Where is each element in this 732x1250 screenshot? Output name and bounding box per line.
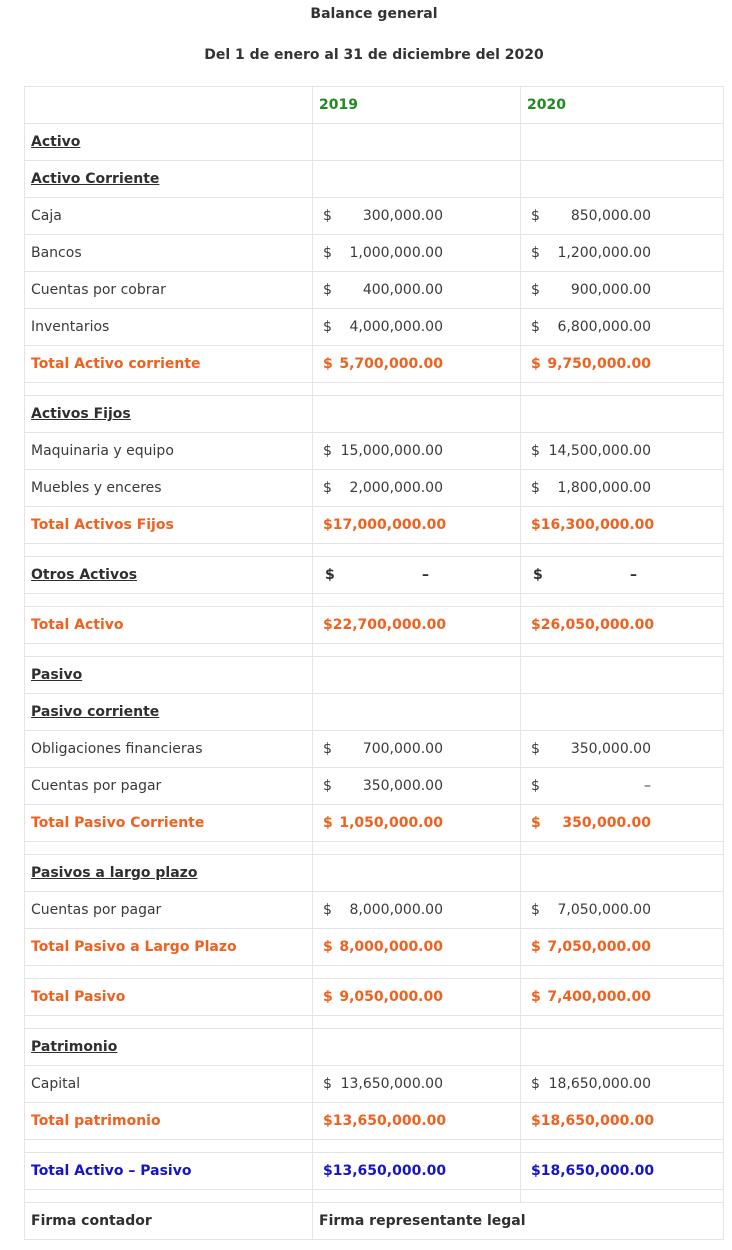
money-cell: $ 16,300,000.00 — [531, 517, 655, 533]
year-2020-header: 2020 — [521, 87, 724, 124]
value-2019: 300,000.00 — [362, 208, 443, 224]
table-row — [25, 433, 724, 470]
value-2020: – — [630, 567, 637, 583]
row-label: Total patrimonio — [25, 1103, 313, 1140]
total-row — [25, 1103, 724, 1140]
money-cell: $ 9,050,000.00 — [323, 989, 443, 1005]
row-label: Total Activo – Pasivo — [25, 1153, 313, 1190]
money-cell: $ 300,000.00 — [323, 208, 443, 224]
value-2019: 5,700,000.00 — [339, 356, 443, 372]
section-pasivo: Pasivo — [25, 657, 313, 694]
value-2020: 350,000.00 — [562, 815, 651, 831]
signature-row — [25, 1203, 724, 1240]
signature-representante: Firma representante legal — [313, 1203, 724, 1240]
value-2019: 13,650,000.00 — [332, 1163, 447, 1179]
page-title: Balance general — [310, 6, 438, 22]
section-activos-fijos: Activos Fijos — [25, 396, 313, 433]
spacer-row — [25, 644, 724, 657]
value-2019: 400,000.00 — [362, 282, 443, 298]
value-2019: 350,000.00 — [362, 778, 443, 794]
money-cell: $ 13,650,000.00 — [323, 1113, 447, 1129]
final-total-row — [25, 1153, 724, 1190]
value-2020: 900,000.00 — [570, 282, 651, 298]
table-row — [25, 892, 724, 929]
value-2019: 13,650,000.00 — [340, 1076, 443, 1092]
money-cell: $ 13,650,000.00 — [323, 1076, 443, 1092]
money-cell: $ – — [325, 567, 429, 583]
money-cell: $ 2,000,000.00 — [323, 480, 443, 496]
spacer-row — [25, 842, 724, 855]
value-2019: 8,000,000.00 — [339, 939, 443, 955]
money-cell: $ 8,000,000.00 — [323, 902, 443, 918]
section-row — [25, 694, 724, 731]
table-row — [25, 731, 724, 768]
section-otros-activos: Otros Activos — [25, 557, 313, 594]
value-2020: 1,800,000.00 — [557, 480, 651, 496]
money-cell: $ 900,000.00 — [531, 282, 651, 298]
money-cell: $ – — [533, 567, 637, 583]
money-cell: $ 18,650,000.00 — [531, 1076, 651, 1092]
section-patrimonio: Patrimonio — [25, 1029, 313, 1066]
section-row — [25, 657, 724, 694]
row-label: Bancos — [25, 235, 313, 272]
value-2020: 7,400,000.00 — [547, 989, 651, 1005]
balance-table — [24, 86, 724, 1240]
money-cell: $ 15,000,000.00 — [323, 443, 443, 459]
value-2019: 4,000,000.00 — [349, 319, 443, 335]
money-cell: $ 850,000.00 — [531, 208, 651, 224]
money-cell: $ 350,000.00 — [323, 778, 443, 794]
value-2019: 1,050,000.00 — [339, 815, 443, 831]
table-row — [25, 768, 724, 805]
value-2020: 18,650,000.00 — [540, 1163, 655, 1179]
total-row — [25, 507, 724, 544]
row-label: Total Pasivo Corriente — [25, 805, 313, 842]
section-row — [25, 1029, 724, 1066]
money-cell: $ 5,700,000.00 — [323, 356, 443, 372]
row-label: Inventarios — [25, 309, 313, 346]
value-2020: 7,050,000.00 — [557, 902, 651, 918]
money-cell: $ 9,750,000.00 — [531, 356, 651, 372]
row-label: Total Activo — [25, 607, 313, 644]
value-2019: 2,000,000.00 — [349, 480, 443, 496]
value-2020: 1,200,000.00 — [557, 245, 651, 261]
money-cell: $ 400,000.00 — [323, 282, 443, 298]
row-label: Total Activo corriente — [25, 346, 313, 383]
value-2020: – — [644, 778, 651, 794]
section-pasivo-corriente: Pasivo corriente — [25, 694, 313, 731]
value-2019: – — [422, 567, 429, 583]
money-cell: $ 700,000.00 — [323, 741, 443, 757]
section-activo: Activo — [25, 124, 313, 161]
value-2020: 18,650,000.00 — [540, 1113, 655, 1129]
money-cell: $ 17,000,000.00 — [323, 517, 447, 533]
money-cell: $ – — [531, 778, 651, 794]
section-row — [25, 557, 724, 594]
value-2019: 15,000,000.00 — [340, 443, 443, 459]
value-2019: 700,000.00 — [362, 741, 443, 757]
spacer-row — [25, 383, 724, 396]
value-2019: 1,000,000.00 — [349, 245, 443, 261]
table-row — [25, 470, 724, 507]
row-label: Total Activos Fijos — [25, 507, 313, 544]
section-row — [25, 124, 724, 161]
section-row — [25, 396, 724, 433]
money-cell: $ 350,000.00 — [531, 741, 651, 757]
table-row — [25, 309, 724, 346]
signature-contador: Firma contador — [25, 1203, 313, 1240]
row-label: Total Pasivo — [25, 979, 313, 1016]
money-cell: $ 1,050,000.00 — [323, 815, 443, 831]
money-cell: $ 7,400,000.00 — [531, 989, 651, 1005]
money-cell: $ 13,650,000.00 — [323, 1163, 447, 1179]
page-subtitle: Del 1 de enero al 31 de diciembre del 2020 — [204, 47, 544, 63]
spacer-row — [25, 966, 724, 979]
row-label: Muebles y enceres — [25, 470, 313, 507]
value-2020: 14,500,000.00 — [548, 443, 651, 459]
money-cell: $ 4,000,000.00 — [323, 319, 443, 335]
section-activo-corriente: Activo Corriente — [25, 161, 313, 198]
table-row — [25, 198, 724, 235]
year-2019-header: 2019 — [313, 87, 521, 124]
money-cell: $ 14,500,000.00 — [531, 443, 651, 459]
spacer-row — [25, 1190, 724, 1203]
value-2019: 13,650,000.00 — [332, 1113, 447, 1129]
row-label: Obligaciones financieras — [25, 731, 313, 768]
value-2020: 18,650,000.00 — [548, 1076, 651, 1092]
total-row — [25, 346, 724, 383]
money-cell: $ 22,700,000.00 — [323, 617, 447, 633]
money-cell: $ 1,800,000.00 — [531, 480, 651, 496]
total-row — [25, 607, 724, 644]
row-label: Caja — [25, 198, 313, 235]
money-cell: $ 6,800,000.00 — [531, 319, 651, 335]
section-row — [25, 161, 724, 198]
row-label: Cuentas por cobrar — [25, 272, 313, 309]
value-2019: 8,000,000.00 — [349, 902, 443, 918]
row-label: Maquinaria y equipo — [25, 433, 313, 470]
spacer-row — [25, 1140, 724, 1153]
spacer-row — [25, 1016, 724, 1029]
money-cell: $ 18,650,000.00 — [531, 1113, 655, 1129]
money-cell: $ 26,050,000.00 — [531, 617, 655, 633]
total-row — [25, 929, 724, 966]
value-2019: 17,000,000.00 — [332, 517, 447, 533]
total-row — [25, 805, 724, 842]
value-2019: 9,050,000.00 — [339, 989, 443, 1005]
spacer-row — [25, 594, 724, 607]
table-row — [25, 235, 724, 272]
table-row — [25, 1066, 724, 1103]
money-cell: $ 1,200,000.00 — [531, 245, 651, 261]
value-2020: 7,050,000.00 — [547, 939, 651, 955]
header-row — [25, 87, 724, 124]
value-2020: 26,050,000.00 — [540, 617, 655, 633]
row-label: Cuentas por pagar — [25, 892, 313, 929]
row-label: Cuentas por pagar — [25, 768, 313, 805]
row-label: Total Pasivo a Largo Plazo — [25, 929, 313, 966]
total-row — [25, 979, 724, 1016]
money-cell: $ 7,050,000.00 — [531, 902, 651, 918]
value-2020: 850,000.00 — [570, 208, 651, 224]
spacer-row — [25, 544, 724, 557]
row-label: Capital — [25, 1066, 313, 1103]
money-cell: $ 18,650,000.00 — [531, 1163, 655, 1179]
money-cell: $ 1,000,000.00 — [323, 245, 443, 261]
value-2020: 6,800,000.00 — [557, 319, 651, 335]
value-2020: 9,750,000.00 — [547, 356, 651, 372]
money-cell: $ 350,000.00 — [531, 815, 651, 831]
value-2020: 350,000.00 — [570, 741, 651, 757]
section-pasivos-largo-plazo: Pasivos a largo plazo — [25, 855, 313, 892]
money-cell: $ 8,000,000.00 — [323, 939, 443, 955]
header-empty-cell — [25, 87, 313, 124]
table-row — [25, 272, 724, 309]
section-row — [25, 855, 724, 892]
money-cell: $ 7,050,000.00 — [531, 939, 651, 955]
value-2020: 16,300,000.00 — [540, 517, 655, 533]
value-2019: 22,700,000.00 — [332, 617, 447, 633]
